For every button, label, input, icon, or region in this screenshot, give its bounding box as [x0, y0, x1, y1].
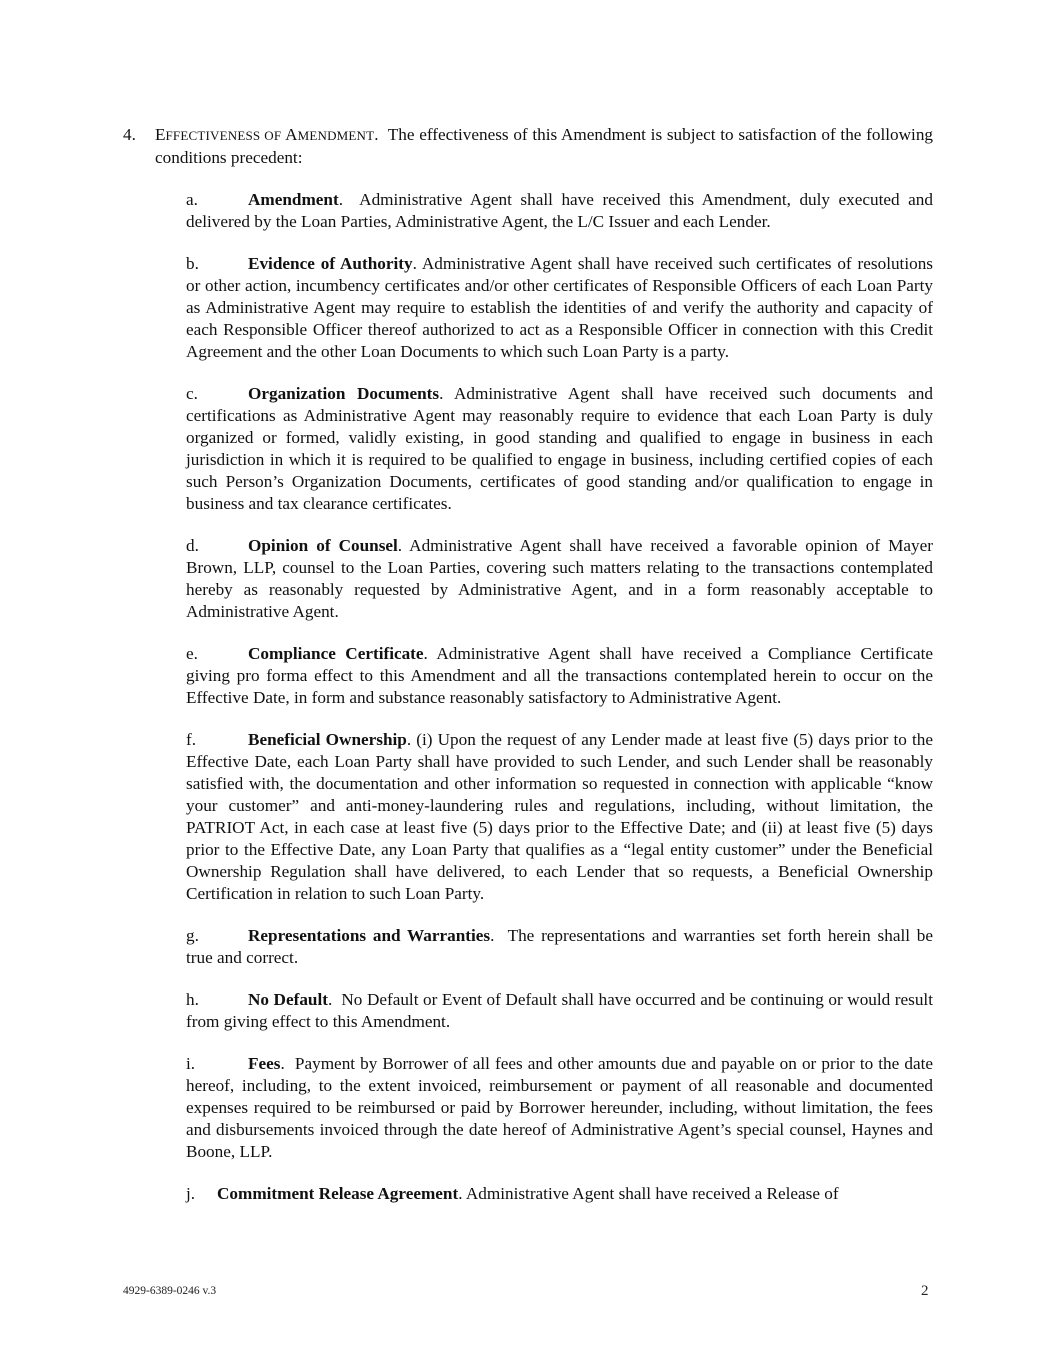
condition-body: . Administrative Agent shall have received such certificates of resolutions or other action, incumbency certificates and/or other certificates of Responsible Officers of each Loan Party as Administrative Agent may require to establish the identities of and verify the authority and capacity of each Responsible Officer thereof authorized to act as a Responsible Officer in connection with this Credit Agreement and the other Loan Documents to which such Loan Party is a party.: [186, 254, 938, 361]
condition-item: [186, 383, 938, 515]
condition-title: Commitment Release Agreement: [217, 1184, 459, 1203]
condition-title: Opinion of Counsel: [248, 536, 398, 555]
condition-title: No Default: [248, 990, 328, 1009]
condition-label: j.: [186, 1184, 196, 1203]
condition-label: h.: [186, 990, 199, 1009]
condition-label: c.: [186, 384, 198, 403]
section-title: [155, 125, 374, 144]
condition-item: [186, 253, 938, 363]
condition-body: . Administrative Agent shall have received a Release of: [458, 1184, 839, 1203]
condition-body: . Payment by Borrower of all fees and other amounts due and payable on or prior to the date hereof, including, to the extent invoiced, reimbursement or payment of all reasonable and documented expenses required to be reimbursed or paid by Borrower hereunder, including, without limitation, the fees and disbursements invoiced through the date hereof of Administrative Agent’s special counsel, Haynes and Boone, LLP.: [186, 1054, 938, 1161]
condition-item: [186, 189, 938, 233]
condition-body: . Administrative Agent shall have received this Amendment, duly executed and delivered by the Loan Parties, Administrative Agent, the L/C Issuer and each Lender.: [186, 190, 938, 231]
condition-body: . Administrative Agent shall have received such documents and certifications as Administrative Agent may reasonably require to evidence that each Loan Party is duly organized or formed, validly existing, in good standing and qualified to engage in business in each jurisdiction in which it is required to be qualified to engage in business, including certified copies of each such Person’s Organization Documents, certificates of good standing and/or qualification to engage in business and tax clearance certificates.: [186, 384, 938, 513]
condition-body: . Administrative Agent shall have received a Compliance Certificate giving pro forma effect to this Amendment and all the transactions contemplated herein to occur on the Effective Date, in form and substance reasonably satisfactory to Administrative Agent.: [186, 644, 938, 707]
condition-title: Representations and Warranties: [248, 926, 491, 945]
condition-label: i.: [186, 1054, 196, 1073]
condition-title: Evidence of Authority: [248, 254, 413, 273]
condition-label: f.: [186, 730, 197, 749]
condition-item: [186, 1183, 933, 1205]
section-number: 4.: [123, 125, 136, 144]
condition-item: [186, 989, 938, 1033]
section-heading-paragraph: [123, 124, 938, 169]
condition-title: Organization Documents: [248, 384, 440, 403]
section-title-part: E: [155, 125, 166, 144]
condition-body: . Administrative Agent shall have received a favorable opinion of Mayer Brown, LLP, counsel to the Loan Parties, covering such matters relating to the transactions contemplated hereby as reasonably requested by Administrative Agent, and in a form reasonably acceptable to Administrative Agent.: [186, 536, 938, 621]
condition-item: [186, 1053, 938, 1163]
section-4: [123, 124, 938, 1225]
condition-item: [186, 925, 938, 969]
condition-label: d.: [186, 536, 199, 555]
section-title-part: MENDMENT: [297, 128, 375, 143]
condition-body: . The representations and warranties set forth herein shall be true and correct.: [186, 926, 938, 967]
page-number: 2: [921, 1283, 929, 1299]
condition-label: g.: [186, 926, 199, 945]
condition-item: [186, 729, 938, 905]
condition-body: . (i) Upon the request of any Lender made at least five (5) days prior to the Effective Date, each Loan Party shall have provided to such Lender, and such Lender shall be reasonably satisfied with, the documentation and other information so requested in connection with applicable “know your customer” and anti-money-laundering rules and regulations, including, without limitation, the PATRIOT Act, in each case at least five (5) days prior to the Effective Date; and (ii) at least five (5) days prior to the Effective Date, any Loan Party that qualifies as a “legal entity customer” under the Beneficial Ownership Regulation shall have delivered, to each Lender that so requests, a Beneficial Ownership Certification in relation to such Loan Party.: [186, 730, 938, 903]
condition-label: e.: [186, 644, 198, 663]
condition-label: a.: [186, 190, 198, 209]
conditions-list: [123, 189, 938, 1205]
condition-title: Amendment: [248, 190, 339, 209]
section-title-part: FFECTIVENESS OF: [165, 128, 286, 143]
condition-title: Beneficial Ownership: [248, 730, 407, 749]
document-id: 4929-6389-0246 v.3: [123, 1285, 217, 1297]
condition-label: b.: [186, 254, 199, 273]
condition-title: Fees: [248, 1054, 281, 1073]
condition-item: [186, 535, 938, 623]
condition-item: [186, 643, 938, 709]
condition-title: Compliance Certificate: [248, 644, 424, 663]
section-title-part: A: [285, 125, 298, 144]
section-intro: The effectiveness of this Amendment is subject to satisfaction of the following conditions precedent:: [155, 125, 938, 167]
section-title-punct: .: [374, 125, 379, 144]
condition-body: . No Default or Event of Default shall have occurred and be continuing or would result from giving effect to this Amendment.: [186, 990, 938, 1031]
